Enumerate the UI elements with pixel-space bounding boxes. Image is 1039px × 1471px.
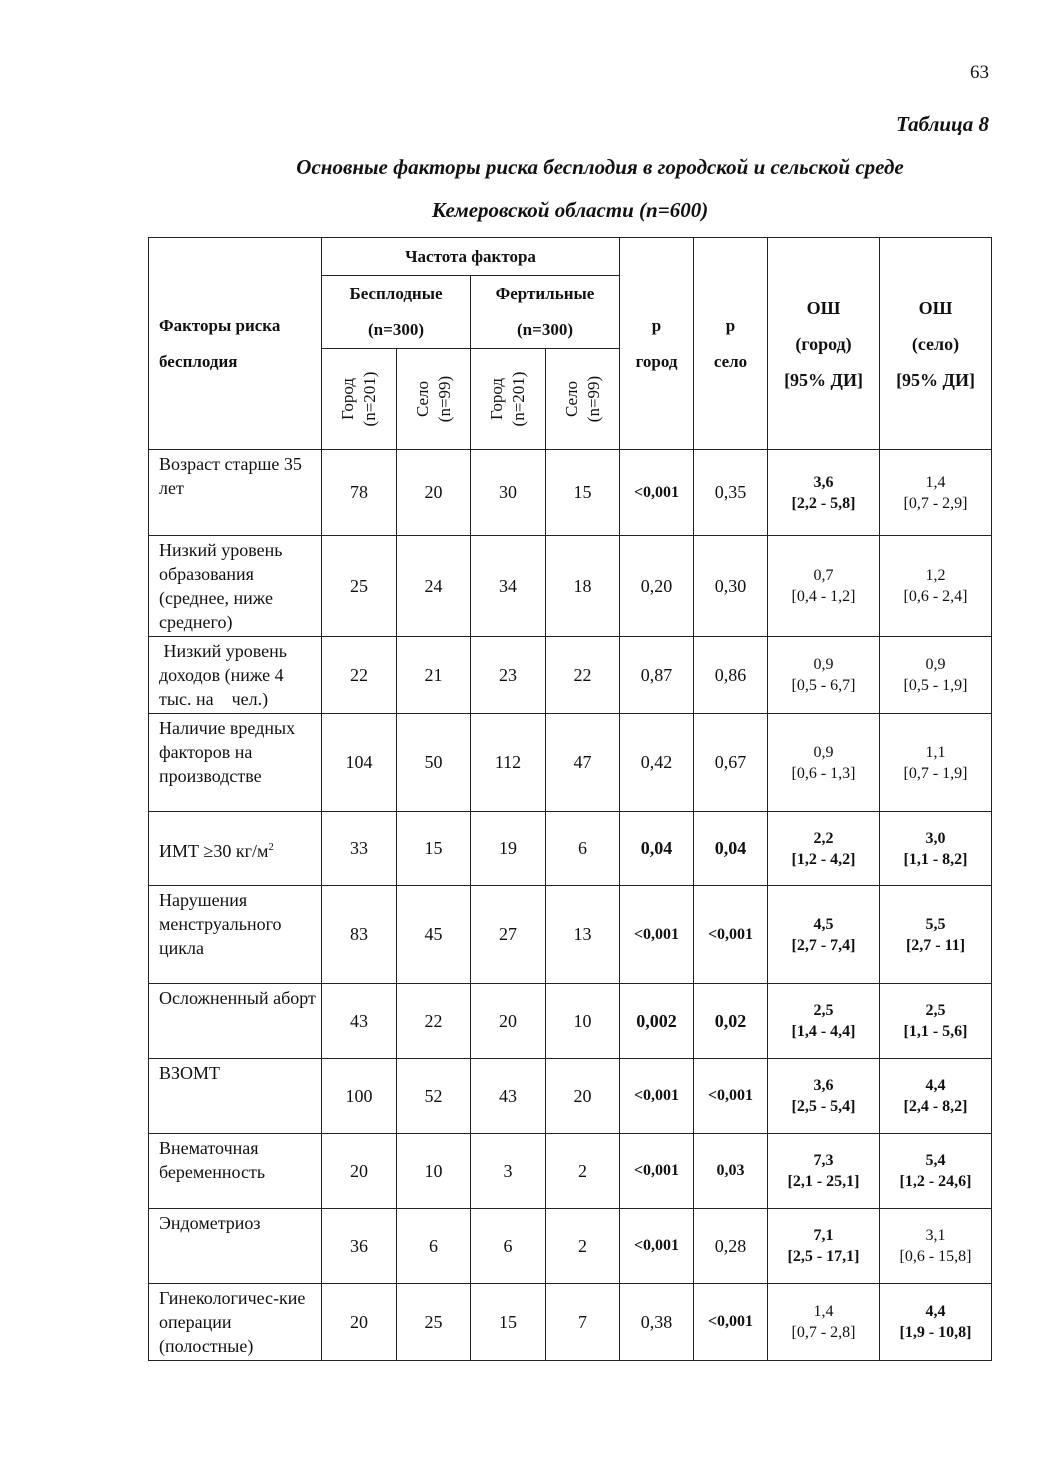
p-village-cell: <0,001: [694, 1059, 768, 1134]
p-city-cell: <0,001: [620, 1209, 694, 1284]
header-or-village-title: ОШ: [918, 297, 953, 318]
header-or-village: [880, 238, 992, 450]
infertile-village-cell: 6: [397, 1209, 471, 1284]
infertile-village-cell: 22: [397, 984, 471, 1059]
infertile-village-cell: 45: [397, 886, 471, 984]
header-infertile-city-n: (n=201): [360, 371, 379, 427]
or-ci: [1,2 - 24,6]: [899, 1173, 972, 1190]
or-city-cell: [768, 714, 880, 812]
fertile-city-cell: 19: [471, 812, 546, 886]
or-value: 2,5: [925, 1002, 946, 1019]
fertile-city-cell: 3: [471, 1134, 546, 1209]
p-village-cell: <0,001: [694, 886, 768, 984]
fertile-city-cell: 6: [471, 1209, 546, 1284]
fertile-village-cell: 20: [546, 1059, 620, 1134]
or-value: 1,4: [813, 1303, 834, 1320]
header-or-village-area: (село): [911, 333, 960, 354]
or-value: 3,0: [925, 829, 946, 847]
factor-cell: Низкий уровень образования (среднее, ниже среднего): [149, 536, 322, 637]
table-row: [149, 1284, 992, 1361]
or-village-cell: [880, 714, 992, 812]
header-or-city-title: ОШ: [806, 297, 841, 318]
fertile-city-cell: 15: [471, 1284, 546, 1361]
header-or-city-area: (город): [795, 333, 852, 354]
or-city-cell: [768, 1059, 880, 1134]
superscript: 2: [268, 840, 274, 853]
p-village-cell: 0,28: [694, 1209, 768, 1284]
fertile-city-cell: 23: [471, 637, 546, 714]
or-village-cell: [880, 1284, 992, 1361]
p-city-cell: 0,20: [620, 536, 694, 637]
p-village-cell: <0,001: [694, 1284, 768, 1361]
or-ci: [0,4 - 1,2]: [791, 588, 856, 605]
header-infertile-label: Бесплодные: [349, 284, 443, 303]
or-ci: [1,1 - 8,2]: [903, 850, 968, 868]
p-village-cell: 0,04: [694, 812, 768, 886]
header-infertile: [322, 276, 471, 349]
header-frequency: Частота фактора: [322, 238, 620, 276]
or-ci: [0,5 - 6,7]: [791, 677, 856, 694]
header-p-village-symbol: p: [725, 315, 736, 335]
or-city-cell: [768, 1209, 880, 1284]
or-value: 3,1: [925, 1227, 946, 1244]
risk-factors-table: [148, 237, 992, 1361]
or-city-cell: [768, 812, 880, 886]
or-ci: [0,6 - 15,8]: [899, 1248, 972, 1265]
or-value: 7,3: [813, 1152, 834, 1169]
header-fertile-village: [546, 349, 620, 450]
header-fertile-village-n: (n=99): [583, 375, 603, 423]
or-value: 1,2: [925, 567, 946, 584]
p-city-cell: <0,001: [620, 450, 694, 536]
or-value: 0,7: [813, 567, 834, 584]
p-city-cell: 0,42: [620, 714, 694, 812]
p-village-cell: 0,30: [694, 536, 768, 637]
fertile-village-cell: 13: [546, 886, 620, 984]
or-city-cell: [768, 886, 880, 984]
table-caption: Таблица 8: [896, 112, 989, 136]
p-village-cell: 0,35: [694, 450, 768, 536]
infertile-city-cell: 78: [322, 450, 397, 536]
header-factor-line-2: бесплодия: [159, 351, 238, 371]
header-infertile-n: (n=300): [368, 320, 424, 339]
header-or-city-ci: [95% ДИ]: [784, 369, 863, 390]
or-ci: [1,9 - 10,8]: [899, 1324, 972, 1341]
fertile-village-cell: 10: [546, 984, 620, 1059]
fertile-village-cell: 7: [546, 1284, 620, 1361]
table-row: [149, 536, 992, 637]
header-factor: [149, 238, 322, 450]
fertile-village-cell: 22: [546, 637, 620, 714]
header-fertile-city-n: (n=201): [509, 371, 528, 427]
or-village-cell: [880, 1134, 992, 1209]
or-village-cell: [880, 812, 992, 886]
fertile-city-cell: 34: [471, 536, 546, 637]
or-ci: [2,5 - 5,4]: [791, 1098, 856, 1115]
or-value: 4,5: [813, 915, 834, 933]
header-infertile-village: [397, 349, 471, 450]
header-fertile-label: Фертильные: [495, 284, 595, 303]
fertile-city-cell: 112: [471, 714, 546, 812]
infertile-city-cell: 83: [322, 886, 397, 984]
fertile-village-cell: 47: [546, 714, 620, 812]
or-city-cell: [768, 450, 880, 536]
p-village-cell: 0,86: [694, 637, 768, 714]
infertile-village-cell: 15: [397, 812, 471, 886]
table-row: [149, 450, 992, 536]
or-ci: [0,6 - 2,4]: [903, 588, 968, 605]
table-title-line-2: Кемеровской области (n=600): [431, 198, 709, 222]
fertile-village-cell: 18: [546, 536, 620, 637]
infertile-village-cell: 21: [397, 637, 471, 714]
table-row: [149, 637, 992, 714]
table-row: [149, 886, 992, 984]
or-ci: [0,5 - 1,9]: [903, 677, 968, 694]
fertile-city-cell: 27: [471, 886, 546, 984]
or-village-cell: [880, 536, 992, 637]
infertile-city-cell: 33: [322, 812, 397, 886]
header-infertile-city-label: Город: [338, 378, 357, 421]
header-fertile-city: [471, 349, 546, 450]
or-value: 1,4: [925, 473, 946, 491]
or-ci: [1,4 - 4,4]: [791, 1023, 856, 1040]
fertile-village-cell: 6: [546, 812, 620, 886]
factor-cell: Наличие вредных факторов на производстве: [149, 714, 322, 812]
infertile-village-cell: 24: [397, 536, 471, 637]
factor-cell: Осложненный аборт: [149, 984, 322, 1059]
header-p-village-label: село: [713, 351, 748, 371]
infertile-city-cell: 43: [322, 984, 397, 1059]
p-city-cell: <0,001: [620, 1134, 694, 1209]
or-ci: [0,7 - 2,9]: [903, 494, 968, 512]
header-or-city: [768, 238, 880, 450]
p-city-cell: 0,002: [620, 984, 694, 1059]
header-or-village-ci: [95% ДИ]: [896, 369, 975, 390]
or-value: 1,1: [925, 743, 946, 761]
factor-cell: Гинекологичес-кие операции (полостные): [149, 1284, 322, 1361]
or-ci: [1,1 - 5,6]: [903, 1023, 968, 1040]
infertile-village-cell: 10: [397, 1134, 471, 1209]
header-fertile-village-label: Село: [561, 380, 581, 418]
or-ci: [0,7 - 2,8]: [791, 1324, 856, 1341]
header-factor-line-1: Факторы риска: [159, 315, 281, 335]
factor-text: ИМТ ≥30 кг/м: [159, 840, 269, 861]
factor-cell: Внематочная беременность: [149, 1134, 322, 1209]
header-infertile-city: [322, 349, 397, 450]
or-value: 0,9: [813, 743, 834, 761]
infertile-city-cell: 20: [322, 1134, 397, 1209]
or-city-cell: [768, 637, 880, 714]
or-ci: [2,5 - 17,1]: [787, 1248, 860, 1265]
header-infertile-village-label: Село: [412, 380, 432, 418]
header-p-village: [694, 238, 768, 450]
or-city-cell: [768, 1284, 880, 1361]
infertile-village-cell: 50: [397, 714, 471, 812]
or-value: 4,4: [925, 1303, 946, 1320]
p-village-cell: 0,67: [694, 714, 768, 812]
header-infertile-village-n: (n=99): [434, 375, 454, 423]
or-ci: [2,1 - 25,1]: [787, 1173, 860, 1190]
or-value: 2,5: [813, 1002, 834, 1019]
factor-cell: Низкий уровень доходов (ниже 4 тыс. на чел.): [149, 637, 322, 714]
or-village-cell: [880, 886, 992, 984]
or-ci: [2,7 - 7,4]: [791, 936, 856, 954]
or-value: 0,9: [813, 656, 834, 673]
infertile-city-cell: 25: [322, 536, 397, 637]
or-city-cell: [768, 1134, 880, 1209]
header-p-city-label: город: [635, 351, 678, 371]
or-value: 7,1: [813, 1227, 834, 1244]
fertile-city-cell: 20: [471, 984, 546, 1059]
p-city-cell: 0,04: [620, 812, 694, 886]
infertile-city-cell: 100: [322, 1059, 397, 1134]
infertile-city-cell: 104: [322, 714, 397, 812]
factor-cell: Возраст старше 35 лет: [149, 450, 322, 536]
table-row: [149, 1059, 992, 1134]
p-city-cell: 0,38: [620, 1284, 694, 1361]
infertile-village-cell: 52: [397, 1059, 471, 1134]
or-ci: [0,7 - 1,9]: [903, 764, 968, 782]
p-village-cell: 0,02: [694, 984, 768, 1059]
p-city-cell: <0,001: [620, 1059, 694, 1134]
header-p-city: [620, 238, 694, 450]
or-value: 4,4: [925, 1077, 946, 1094]
or-value: 3,6: [813, 1077, 834, 1094]
fertile-city-cell: 30: [471, 450, 546, 536]
fertile-village-cell: 2: [546, 1134, 620, 1209]
or-value: 3,6: [813, 473, 834, 491]
or-value: 5,4: [925, 1152, 946, 1169]
p-city-cell: 0,87: [620, 637, 694, 714]
infertile-village-cell: 25: [397, 1284, 471, 1361]
or-city-cell: [768, 984, 880, 1059]
or-value: 0,9: [925, 656, 946, 673]
fertile-village-cell: 2: [546, 1209, 620, 1284]
table-row: [149, 714, 992, 812]
header-p-city-symbol: p: [651, 315, 662, 335]
p-village-cell: 0,03: [694, 1134, 768, 1209]
table-row: [149, 1209, 992, 1284]
infertile-city-cell: 22: [322, 637, 397, 714]
infertile-village-cell: 20: [397, 450, 471, 536]
or-value: 2,2: [813, 829, 834, 847]
or-ci: [2,7 - 11]: [905, 936, 966, 954]
or-city-cell: [768, 536, 880, 637]
fertile-village-cell: 15: [546, 450, 620, 536]
p-city-cell: <0,001: [620, 886, 694, 984]
page-number: 63: [970, 62, 989, 83]
or-village-cell: [880, 984, 992, 1059]
or-village-cell: [880, 637, 992, 714]
or-ci: [2,2 - 5,8]: [791, 494, 856, 512]
or-value: 5,5: [925, 915, 946, 933]
or-ci: [1,2 - 4,2]: [791, 850, 856, 868]
infertile-city-cell: 36: [322, 1209, 397, 1284]
table-row: [149, 812, 992, 886]
factor-cell: Эндометриоз: [149, 1209, 322, 1284]
or-village-cell: [880, 450, 992, 536]
factor-cell: [149, 812, 322, 886]
factor-cell: ВЗОМТ: [149, 1059, 322, 1134]
header-fertile: [471, 276, 620, 349]
infertile-city-cell: 20: [322, 1284, 397, 1361]
or-village-cell: [880, 1209, 992, 1284]
table-row: [149, 984, 992, 1059]
header-fertile-n: (n=300): [517, 320, 573, 339]
table-row: [149, 1134, 992, 1209]
or-ci: [0,6 - 1,3]: [791, 764, 856, 782]
fertile-city-cell: 43: [471, 1059, 546, 1134]
header-fertile-city-label: Город: [487, 378, 506, 421]
factor-cell: Нарушения менструального цикла: [149, 886, 322, 984]
or-village-cell: [880, 1059, 992, 1134]
or-ci: [2,4 - 8,2]: [903, 1098, 968, 1115]
table-title-line-1: Основные факторы риска бесплодия в городской и сельской среде: [296, 155, 904, 179]
